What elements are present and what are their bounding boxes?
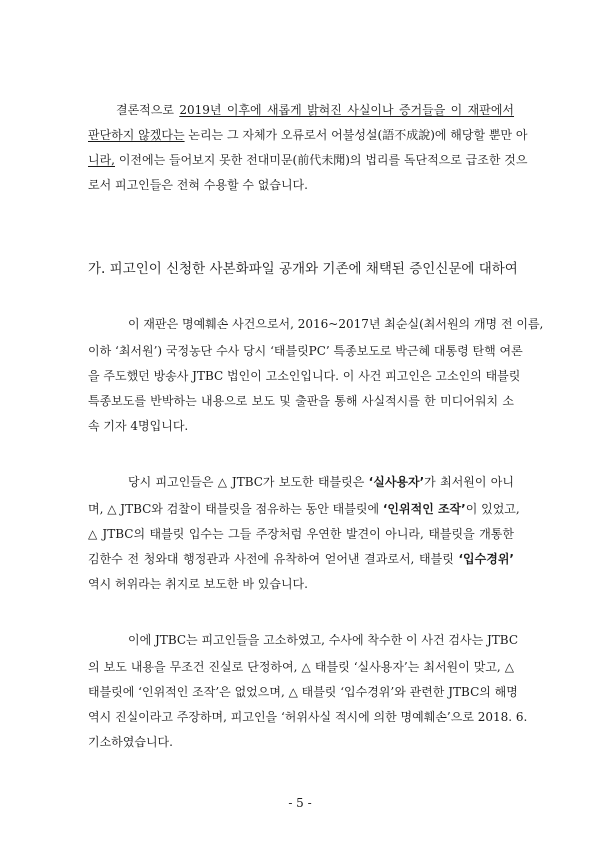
para2-line1: 이 재판은 명예훼손 사건으로서, 2016~2017년 최순실(최서원의 개명 전 이름,	[128, 317, 544, 331]
emphasis-actual-user: ‘실사용자’	[368, 475, 425, 489]
para2-line3: 을 주도했던 방송사 JTBC 법인이 고소인입니다. 이 사건 피고인은 고소인의 태블릿	[88, 369, 521, 383]
emphasis-manipulation: ‘인위적인 조작’	[382, 502, 466, 516]
para2-line5: 속 기자 4명입니다.	[88, 419, 189, 433]
para3-line4: 김한수 전 청와대 행정관과 사전에 유착하여 얻어낸 결과로서, 태블릿 ‘입수경위’	[88, 552, 514, 566]
para1-line4: 로서 피고인들은 전혀 수용할 수 없습니다.	[88, 178, 308, 192]
page-number: - 5 -	[288, 796, 312, 810]
para4-line5: 기소하였습니다.	[88, 735, 173, 749]
para2-line4: 특종보도를 반박하는 내용으로 보도 및 출판을 통해 사실적시를 한 미디어워치 소	[88, 394, 514, 408]
para1-line1-pre: 결론적으로	[116, 103, 180, 117]
para3-line3: △ JTBC의 태블릿 입수는 그들 주장처럼 우연한 발견이 아니라, 태블릿을 개통한	[88, 527, 514, 541]
para1-line2	[88, 127, 528, 143]
para2-line2: 이하 ‘최서원’) 국정농단 수사 당시 ‘태블릿PC’ 특종보도로 박근혜 대통령 탄핵 여론	[88, 344, 523, 358]
para1-line1	[88, 102, 514, 118]
para3-line2: 며, △ JTBC와 검찰이 태블릿을 점유하는 동안 태블릿에 ‘인위적인 조작’이 있었고,	[88, 502, 520, 516]
para3-line5: 역시 허위라는 취지로 보도한 바 있습니다.	[88, 577, 308, 591]
para1-line1-underline: 2019년 이후에 새롭게 밝혀진 사실이나 증거들을 이 재판에서	[179, 103, 515, 117]
para1-line3-underline: 니라,	[88, 153, 115, 167]
para4-line3: 태블릿에 ‘인위적인 조작’은 없었으며, △ 태블릿 ‘입수경위’와 관련한 JTBC의 해명	[88, 685, 518, 699]
para3-line1: 당시 피고인들은 △ JTBC가 보도한 태블릿은 ‘실사용자’가 최서원이 아니	[128, 475, 514, 489]
para1-line2-mid: 논리는 그 자체가 오류로서 어불성설(語不成說)에 해당할 뿐만 아	[184, 128, 528, 142]
para1-line2-underline: 판단하지 않겠다는	[88, 128, 185, 142]
para4-line1: 이에 JTBC는 피고인들을 고소하였고, 수사에 착수한 이 사건 검사는 JTBC	[128, 633, 519, 647]
para4-line4: 역시 진실이라고 주장하며, 피고인을 ‘허위사실 적시에 의한 명예훼손’으로 2018. 6.	[88, 710, 528, 724]
para1-line3	[88, 152, 528, 168]
para4-line2: 의 보도 내용을 무조건 진실로 단정하여, △ 태블릿 ‘실사용자’는 최서원이 맞고, △	[88, 660, 514, 674]
section-heading: 가. 피고인이 신청한 사본화파일 공개와 기존에 채택된 증인신문에 대하여	[88, 261, 518, 277]
emphasis-acquisition: ‘입수경위’	[458, 552, 514, 566]
para1-line3-rest: 이전에는 들어보지 못한 전대미문(前代未聞)의 법리를 독단적으로 급조한 것으	[115, 153, 528, 167]
